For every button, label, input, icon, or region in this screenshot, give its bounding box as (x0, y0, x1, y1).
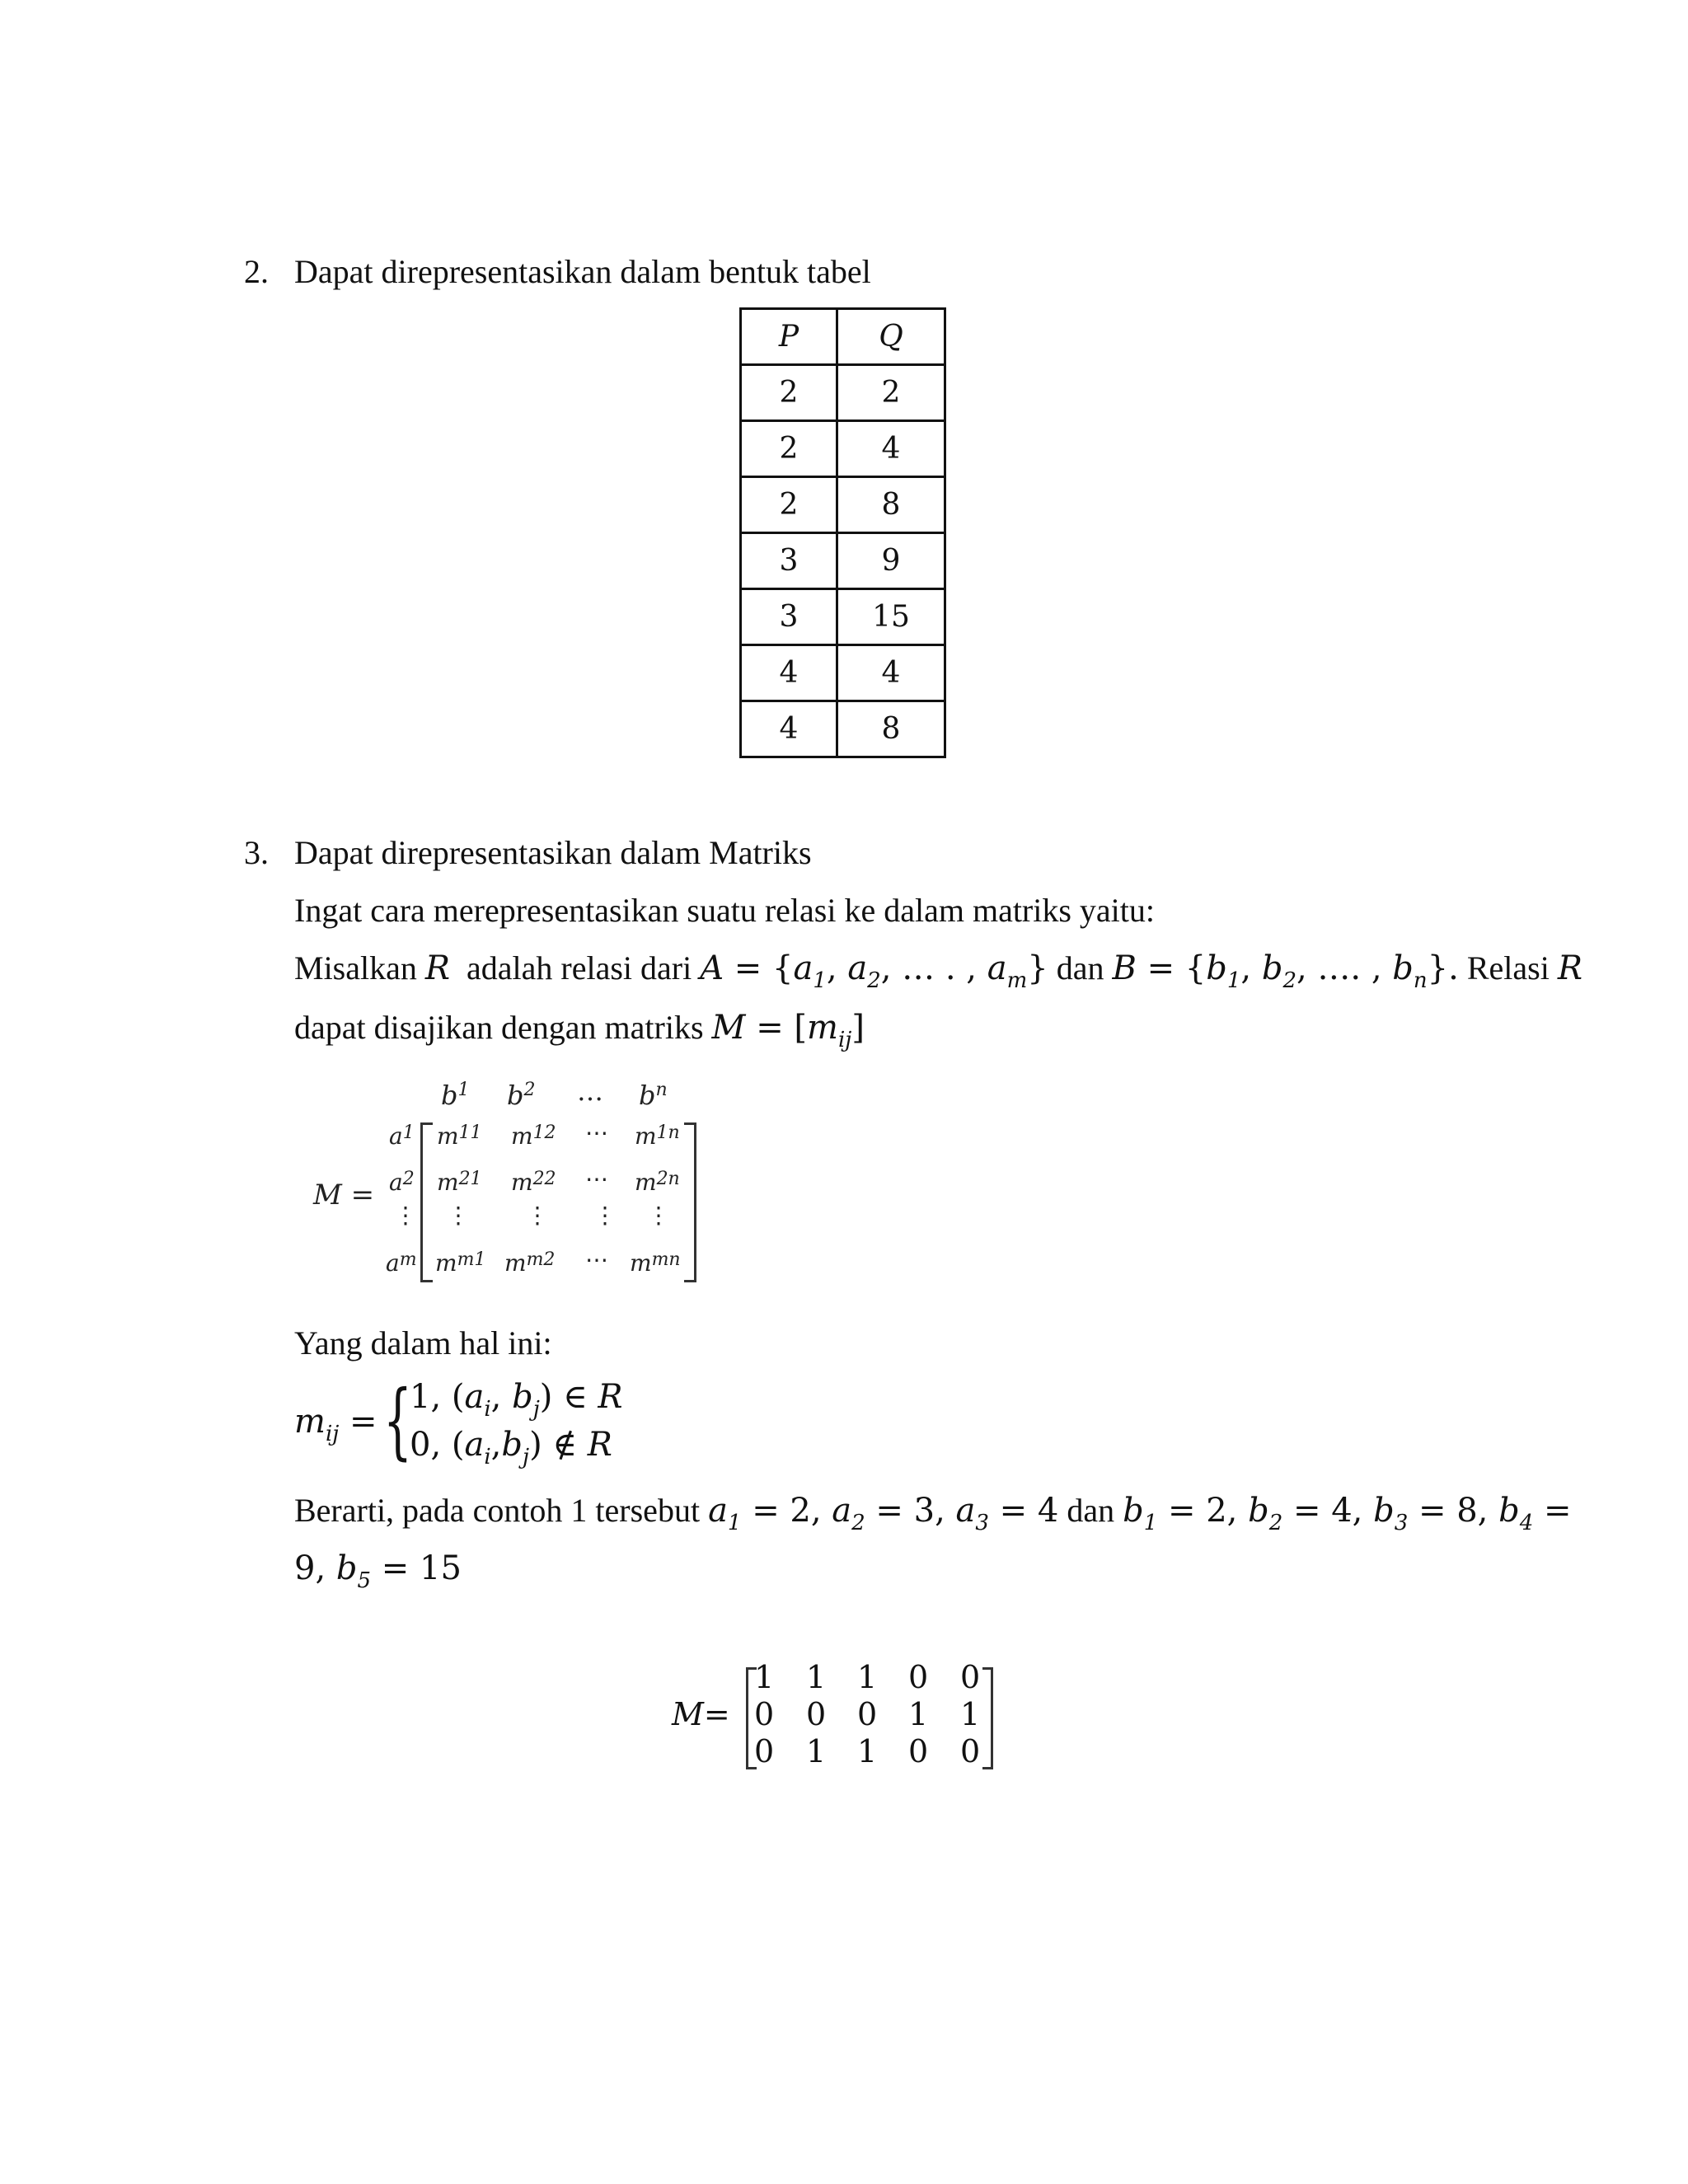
matrix-cell: 1 (857, 1659, 878, 1695)
table-header-row (741, 309, 945, 365)
matrix-cell: 1 (908, 1696, 929, 1732)
matrix-cell: 0 (960, 1659, 981, 1695)
matrix-cell: 1 (754, 1659, 775, 1695)
item-3-line2 (294, 948, 1582, 993)
berarti-line: Berarti, pada contoh 1 tersebut $a_1 = 2$, $a_2 = 3$, $a_3 = 4$ dan $b_1 = 2$, $b_2 = 4$, $b_3 = 8$, $b_4$ = (294, 1492, 1572, 1535)
matrix-cell: 1 (960, 1696, 981, 1732)
dan-text: dan (1067, 1492, 1115, 1529)
math-set-a: $A = \{a_1$, $a_2$, … . , $a_m$} (700, 949, 1048, 993)
math-set-b: $B = \{b_1$, $b_2$, …. , $b_n$}. (1112, 949, 1459, 993)
math-r: R (1557, 949, 1582, 987)
table-cell: 15 (837, 589, 945, 645)
table-cell: 9 (837, 533, 945, 589)
result-m-label: M = (672, 1696, 730, 1732)
table-cell: 8 (837, 701, 945, 757)
matrix-cell: 1 (806, 1733, 827, 1769)
table-cell: 3 (741, 589, 837, 645)
table-cell: 2 (741, 365, 837, 421)
math-r: R (424, 949, 450, 987)
matrix-cell: 0 (754, 1733, 775, 1769)
table-header-p: P (741, 309, 837, 365)
disajikan-text: dapat disajikan dengan matriks (294, 1009, 704, 1046)
result-bracket-right (982, 1667, 993, 1769)
math-m-def: $M = [m_{ij}]$ (711, 1009, 865, 1052)
relasi-text: Relasi (1466, 949, 1550, 987)
matrix-cell: 0 (908, 1733, 929, 1769)
item-2-number: 2. (244, 253, 269, 290)
table-cell: 8 (837, 477, 945, 533)
piecewise-definition: $m_{ij}$ = { 1, ($a_i$, $b_j$) ∈ R 0, $(a_i,b_j)$ ∉ R (294, 1372, 623, 1469)
yang-text: Yang dalam hal ini: (294, 1324, 552, 1361)
table-header-q: Q (837, 309, 945, 365)
generic-m-label: M = (313, 1179, 375, 1212)
matrix-cell: 0 (857, 1696, 878, 1732)
item-3-number: 3. (244, 834, 269, 871)
item-3-line1: Ingat cara merepresentasikan suatu relasi ke dalam matriks yaitu: (294, 892, 1156, 929)
table-cell: 4 (741, 645, 837, 701)
item-3-line3 (294, 1007, 865, 1052)
matrix-cell: 1 (857, 1733, 878, 1769)
table-cell: 4 (837, 645, 945, 701)
table-cell: 2 (741, 477, 837, 533)
table-row (741, 589, 945, 645)
matrix-cell: 0 (806, 1696, 827, 1732)
matrix-cell: 0 (960, 1733, 981, 1769)
dan-text: dan (1056, 949, 1104, 987)
table-cell: 4 (741, 701, 837, 757)
result-matrix (672, 1652, 1001, 1776)
adalah-text: adalah relasi dari (467, 949, 692, 987)
relation-table (739, 307, 946, 758)
table-cell: 3 (741, 533, 837, 589)
berarti-text: Berarti, pada contoh 1 tersebut (294, 1492, 701, 1529)
table-cell: 2 (741, 421, 837, 477)
table-row (741, 701, 945, 757)
matrix-cell: 0 (754, 1696, 775, 1732)
matrix-cell: 0 (908, 1659, 929, 1695)
misalkan-text: Misalkan (294, 949, 417, 987)
table-cell: 2 (837, 365, 945, 421)
table-row (741, 477, 945, 533)
table-row (741, 533, 945, 589)
table-row (741, 421, 945, 477)
generic-matrix-figure: M = b 1 b 2 … b n a 1 a 2 ⋮ a m m 11 m 12 ⋯ m 1n m 21 m 22 ⋯ m 2n ⋮ ⋮ ⋮ ⋮ m m1 m m2 ⋯ m mn (313, 1071, 701, 1286)
table-row (741, 365, 945, 421)
item-2-text: Dapat direpresentasikan dalam bentuk tabel (294, 253, 871, 290)
item-3-title: Dapat direpresentasikan dalam Matriks (294, 834, 812, 871)
table-row (741, 645, 945, 701)
matrix-cell: 1 (806, 1659, 827, 1695)
table-cell: 4 (837, 421, 945, 477)
berarti-line-2: 9, $b_5 = 15$ (294, 1549, 462, 1593)
